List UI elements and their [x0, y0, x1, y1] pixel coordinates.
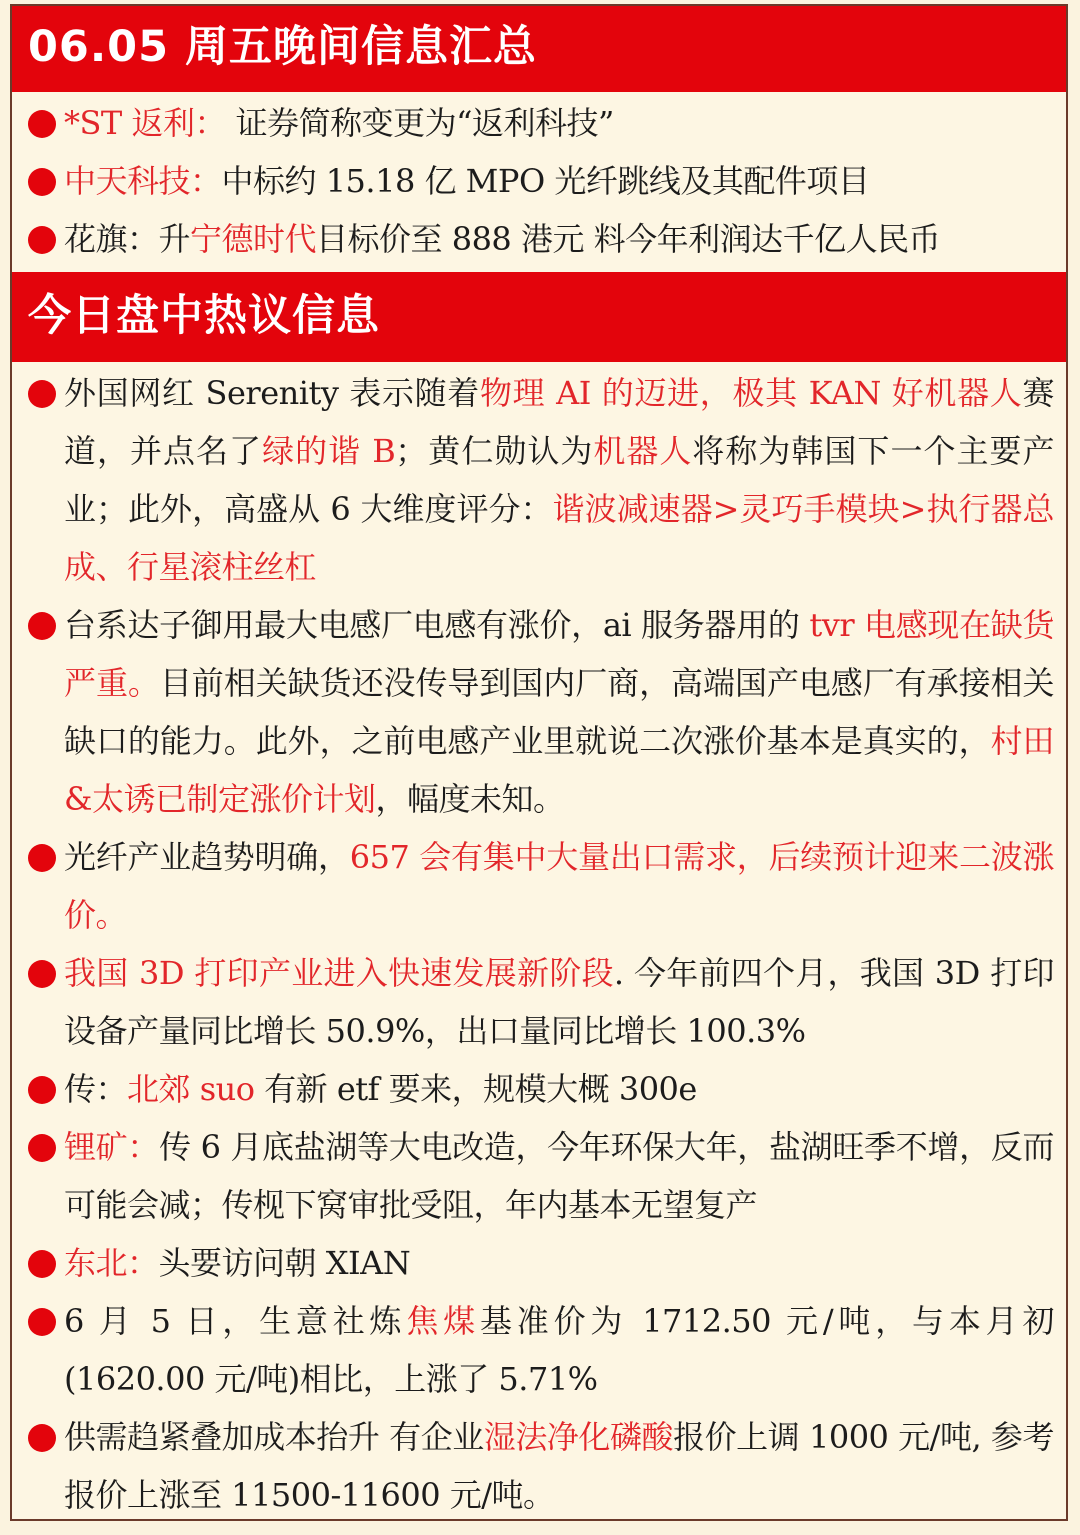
highlight-text: 焦煤: [406, 1302, 480, 1340]
news-item: [28, 152, 1054, 210]
body-text: . 今年前四个月，我国 3D 打印设备产量同比增长 50.9%，出口量同比增长 100.3%: [64, 954, 1054, 1050]
news-item: [28, 364, 1054, 596]
news-item: [28, 828, 1054, 944]
body-text: 花旗：升: [64, 220, 191, 258]
bullet-dot-icon: [28, 1250, 56, 1278]
body-text: 光纤产业趋势明确，: [64, 838, 350, 876]
highlight-text: 物理 AI 的迈进，极其 KAN 好机器人: [479, 374, 1023, 412]
bullet-dot-icon: [28, 1134, 56, 1162]
header-evening-summary: 06.05 周五晚间信息汇总: [12, 6, 1066, 92]
bullet-dot-icon: [28, 960, 56, 988]
highlight-text: 657 会有集中大量出口需求，后续预计迎来二波涨价。: [64, 838, 1054, 934]
body-text: 赛道，并点名了: [64, 374, 1054, 470]
body-text: 头要访问朝 XIAN: [158, 1244, 411, 1282]
body-text: 传：: [64, 1070, 128, 1108]
body-text: 有新 etf 要来，规模大概 300e: [254, 1070, 697, 1108]
highlight-text: 绿的谐 B: [262, 432, 396, 470]
highlight-text: 湿法净化磷酸: [483, 1418, 674, 1456]
bullet-dot-icon: [28, 168, 56, 196]
news-item: [28, 1292, 1054, 1408]
highlight-text: 谐波减速器>灵巧手模块>执行器总成、行星滚柱丝杠: [64, 490, 1054, 586]
bullet-dot-icon: [28, 844, 56, 872]
section-hot-topics: [12, 362, 1066, 1524]
body-text: 目前相关缺货还没传导到国内厂商，高端国产电感厂有承接相关缺口的能力。此外，之前电感产业里就说二次涨价基本是真实的，: [64, 664, 1054, 760]
news-item: [28, 94, 1054, 152]
bullet-dot-icon: [28, 380, 56, 408]
body-text: 目标价至 888 港元 料今年利润达千亿人民币: [316, 220, 941, 258]
section-evening-news: [12, 92, 1066, 272]
body-text: 基准价为 1712.50 元/吨，与本月初(1620.00 元/吨)相比，上涨了 5.71%: [64, 1302, 1054, 1398]
news-item: [28, 210, 1054, 268]
body-text: 外国网红 Serenity 表示随着: [64, 374, 480, 412]
info-card: [10, 4, 1068, 1521]
highlight-text: 北郊 suo: [127, 1070, 255, 1108]
bullet-dot-icon: [28, 226, 56, 254]
highlight-text: tvr 电感现在缺货严重。: [64, 606, 1054, 702]
body-text: ；黄仁勋认为: [395, 432, 594, 470]
body-text: 中标约 15.18 亿 MPO 光纤跳线及其配件项目: [221, 162, 870, 200]
highlight-text: 村田&太诱已制定涨价计划: [64, 722, 1054, 818]
highlight-text: 中天科技：: [64, 162, 222, 200]
news-item: [28, 1060, 1054, 1118]
body-text: 6 月 5 日，生意社炼: [64, 1302, 407, 1340]
body-text: ，幅度未知。: [375, 780, 565, 818]
highlight-text: 我国 3D 打印产业进入快速发展新阶段: [64, 954, 614, 992]
highlight-text: 机器人: [593, 432, 693, 470]
bullet-dot-icon: [28, 612, 56, 640]
body-text: 供需趋紧叠加成本抬升 有企业: [64, 1418, 484, 1456]
highlight-text: 宁德时代: [190, 220, 317, 258]
bullet-dot-icon: [28, 1308, 56, 1336]
highlight-text: *ST 返利：: [64, 104, 226, 142]
body-text: 报价上调 1000 元/吨, 参考报价上涨至 11500-11600 元/吨。: [64, 1418, 1054, 1514]
news-item: [28, 944, 1054, 1060]
highlight-text: 东北：: [64, 1244, 159, 1282]
header-hot-topics: 今日盘中热议信息: [12, 272, 1066, 362]
body-text: 传 6 月底盐湖等大电改造，今年环保大年，盐湖旺季不增，反而可能会减；传枧下窝审批受阻，年内基本无望复产: [64, 1128, 1054, 1224]
bullet-dot-icon: [28, 1424, 56, 1452]
news-item: [28, 1234, 1054, 1292]
highlight-text: 锂矿：: [64, 1128, 160, 1166]
news-item: [28, 1118, 1054, 1234]
news-item: [28, 1408, 1054, 1524]
body-text: 将称为韩国下一个主要产业；此外，高盛从 6 大维度评分：: [64, 432, 1054, 528]
bullet-dot-icon: [28, 110, 56, 138]
bullet-dot-icon: [28, 1076, 56, 1104]
body-text: 证券简称变更为“返利科技”: [225, 104, 614, 142]
news-item: [28, 596, 1054, 828]
body-text: 台系达子御用最大电感厂电感有涨价，ai 服务器用的: [64, 606, 810, 644]
